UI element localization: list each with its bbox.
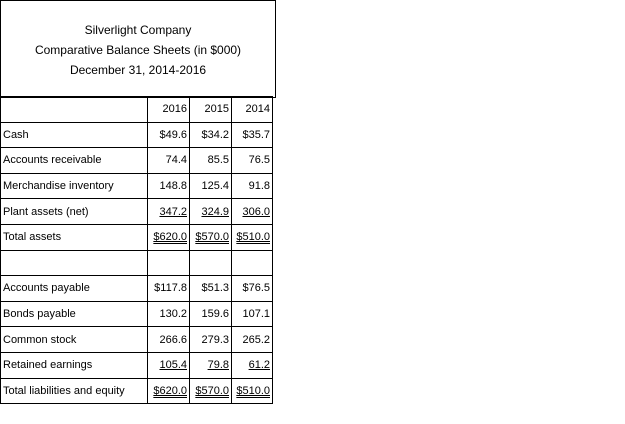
- value-text: 130.2: [159, 308, 187, 321]
- value-text: 85.5: [207, 154, 229, 167]
- row-label: Plant assets (net): [1, 199, 148, 225]
- row-value: [190, 301, 232, 327]
- row-value: [148, 276, 190, 302]
- value-text: 107.1: [242, 308, 270, 321]
- sheet-title: Comparative Balance Sheets (in $000): [34, 43, 242, 57]
- value-text: 324.9: [201, 205, 229, 218]
- table-row: [1, 301, 273, 327]
- row-value: [148, 173, 190, 199]
- balance-table: [0, 96, 273, 404]
- row-value: [232, 276, 273, 302]
- value-text: 79.8: [207, 359, 229, 372]
- value-text: 306.0: [242, 205, 270, 218]
- table-row: [1, 276, 273, 302]
- row-value: [190, 173, 232, 199]
- value-text: $76.5: [242, 282, 270, 295]
- table-row: [1, 250, 273, 276]
- row-value: [190, 250, 232, 276]
- row-value: [148, 122, 190, 148]
- row-value: [148, 199, 190, 225]
- row-value: [190, 148, 232, 174]
- value-text: 61.2: [248, 359, 270, 372]
- row-value: [232, 378, 273, 404]
- value-text: $620.0: [153, 384, 187, 397]
- table-row: [1, 148, 273, 174]
- row-value: [232, 224, 273, 250]
- column-header-2016: 2016: [148, 97, 190, 123]
- value-text: $510.0: [236, 231, 270, 244]
- column-header-label: [1, 97, 148, 123]
- row-value: [148, 301, 190, 327]
- value-text: 279.3: [201, 333, 229, 346]
- value-text: 125.4: [201, 180, 229, 193]
- value-text: $35.7: [242, 128, 270, 141]
- table-row: [1, 327, 273, 353]
- row-label: Retained earnings: [1, 352, 148, 378]
- row-value: [232, 148, 273, 174]
- sheet-period: December 31, 2014-2016: [69, 63, 207, 77]
- row-value: [232, 173, 273, 199]
- value-text: 76.5: [248, 154, 270, 167]
- row-label: Merchandise inventory: [1, 173, 148, 199]
- row-value: [148, 352, 190, 378]
- row-label: Bonds payable: [1, 301, 148, 327]
- row-label: Accounts receivable: [1, 148, 148, 174]
- row-label: Cash: [1, 122, 148, 148]
- value-text: $51.3: [201, 282, 229, 295]
- row-value: [232, 250, 273, 276]
- row-value: [190, 378, 232, 404]
- value-text: 74.4: [165, 154, 187, 167]
- row-value: [190, 276, 232, 302]
- row-value: [190, 224, 232, 250]
- row-value: [190, 327, 232, 353]
- row-label: Accounts payable: [1, 276, 148, 302]
- row-label: Total liabilities and equity: [1, 378, 148, 404]
- value-text: 91.8: [248, 180, 270, 193]
- company-name: Silverlight Company: [84, 23, 192, 37]
- column-header-2014: 2014: [232, 97, 273, 123]
- value-text: 265.2: [242, 333, 270, 346]
- row-value: [232, 122, 273, 148]
- row-label: Common stock: [1, 327, 148, 353]
- row-value: [232, 352, 273, 378]
- row-value: [190, 199, 232, 225]
- table-row: [1, 224, 273, 250]
- row-label: [1, 250, 148, 276]
- row-value: [148, 224, 190, 250]
- table-row: [1, 122, 273, 148]
- row-label: Total assets: [1, 224, 148, 250]
- row-value: [232, 199, 273, 225]
- value-text: 347.2: [159, 205, 187, 218]
- value-text: $117.8: [154, 282, 187, 295]
- value-text: $570.0: [195, 231, 229, 244]
- column-header-row: [1, 97, 273, 123]
- value-text: 266.6: [159, 333, 187, 346]
- value-text: $510.0: [236, 384, 270, 397]
- table-row: [1, 352, 273, 378]
- row-value: [148, 148, 190, 174]
- sheet-header: [0, 0, 276, 98]
- row-value: [148, 378, 190, 404]
- table-row: [1, 378, 273, 404]
- table-row: [1, 173, 273, 199]
- value-text: 148.8: [159, 180, 187, 193]
- value-text: $570.0: [195, 384, 229, 397]
- value-text: 105.4: [159, 359, 187, 372]
- row-value: [190, 122, 232, 148]
- row-value: [190, 352, 232, 378]
- row-value: [232, 327, 273, 353]
- row-value: [148, 250, 190, 276]
- value-text: 159.6: [201, 308, 229, 321]
- table-row: [1, 199, 273, 225]
- value-text: $620.0: [153, 231, 187, 244]
- value-text: $49.6: [159, 128, 187, 141]
- column-header-2015: 2015: [190, 97, 232, 123]
- row-value: [232, 301, 273, 327]
- balance-sheet: [0, 0, 276, 405]
- value-text: $34.2: [201, 128, 229, 141]
- row-value: [148, 327, 190, 353]
